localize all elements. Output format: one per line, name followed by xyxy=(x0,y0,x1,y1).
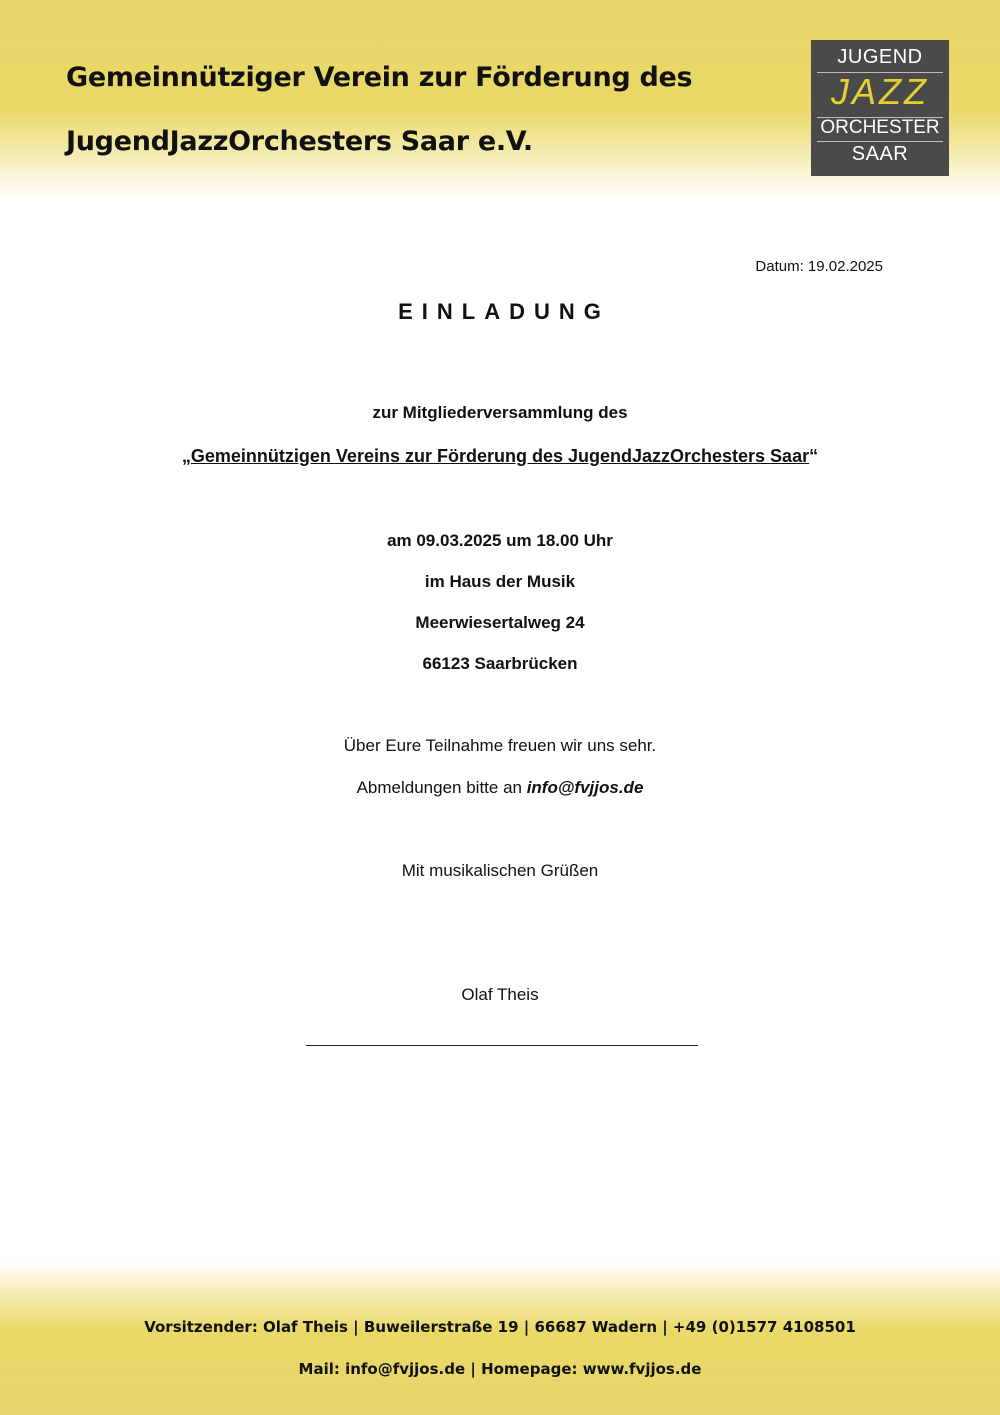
closing-greeting: Mit musikalischen Grüßen xyxy=(401,861,599,880)
cancellation-email-link[interactable]: info@fvjjos.de xyxy=(526,778,644,797)
meeting-venue: im Haus der Musik xyxy=(424,572,576,591)
orchestra-logo xyxy=(811,40,949,176)
logo-text-orchester: ORCHESTER xyxy=(820,117,940,138)
organization-title xyxy=(66,46,766,174)
meeting-datetime: am 09.03.2025 um 18.00 Uhr xyxy=(387,531,613,550)
organization-title-line2: JugendJazzOrchesters Saar e.V. xyxy=(66,126,533,157)
footer-web-line: Mail: info@fvjjos.de | Homepage: www.fvjjos.de xyxy=(298,1360,702,1378)
organization-title-line1: Gemeinnütziger Verein zur Förderung des xyxy=(66,62,693,93)
letter-date: Datum: 19.02.2025 xyxy=(755,258,883,275)
organization-name-underlined: Gemeinnützigen Vereins zur Förderung des JugendJazzOrchesters Saar xyxy=(190,446,810,466)
logo-divider xyxy=(817,141,943,142)
signatory-name: Olaf Theis xyxy=(461,985,539,1004)
signature-line xyxy=(306,1045,698,1046)
logo-text-saar: SAAR xyxy=(851,143,909,165)
meeting-city: 66123 Saarbrücken xyxy=(422,654,578,673)
meeting-street: Meerwiesertalweg 24 xyxy=(415,613,585,632)
invitation-subtitle: zur Mitgliederversammlung des xyxy=(372,403,628,422)
logo-text-jazz: JAZZ xyxy=(831,71,929,112)
logo-text-jugend: JUGEND xyxy=(837,46,923,68)
footer-band xyxy=(0,1262,1000,1415)
participation-note: Über Eure Teilnahme freuen wir uns sehr. xyxy=(343,736,657,755)
cancellation-prefix: Abmeldungen bitte an xyxy=(356,778,527,797)
organization-full-name xyxy=(0,446,1000,467)
quote-open: „ xyxy=(181,446,191,466)
cancellation-note xyxy=(0,778,1000,798)
footer-contact-line: Vorsitzender: Olaf Theis | Buweilerstraße 19 | 66687 Wadern | +49 (0)1577 4108501 xyxy=(144,1318,856,1336)
invitation-heading: EINLADUNG xyxy=(398,299,610,324)
quote-close: “ xyxy=(809,446,819,466)
